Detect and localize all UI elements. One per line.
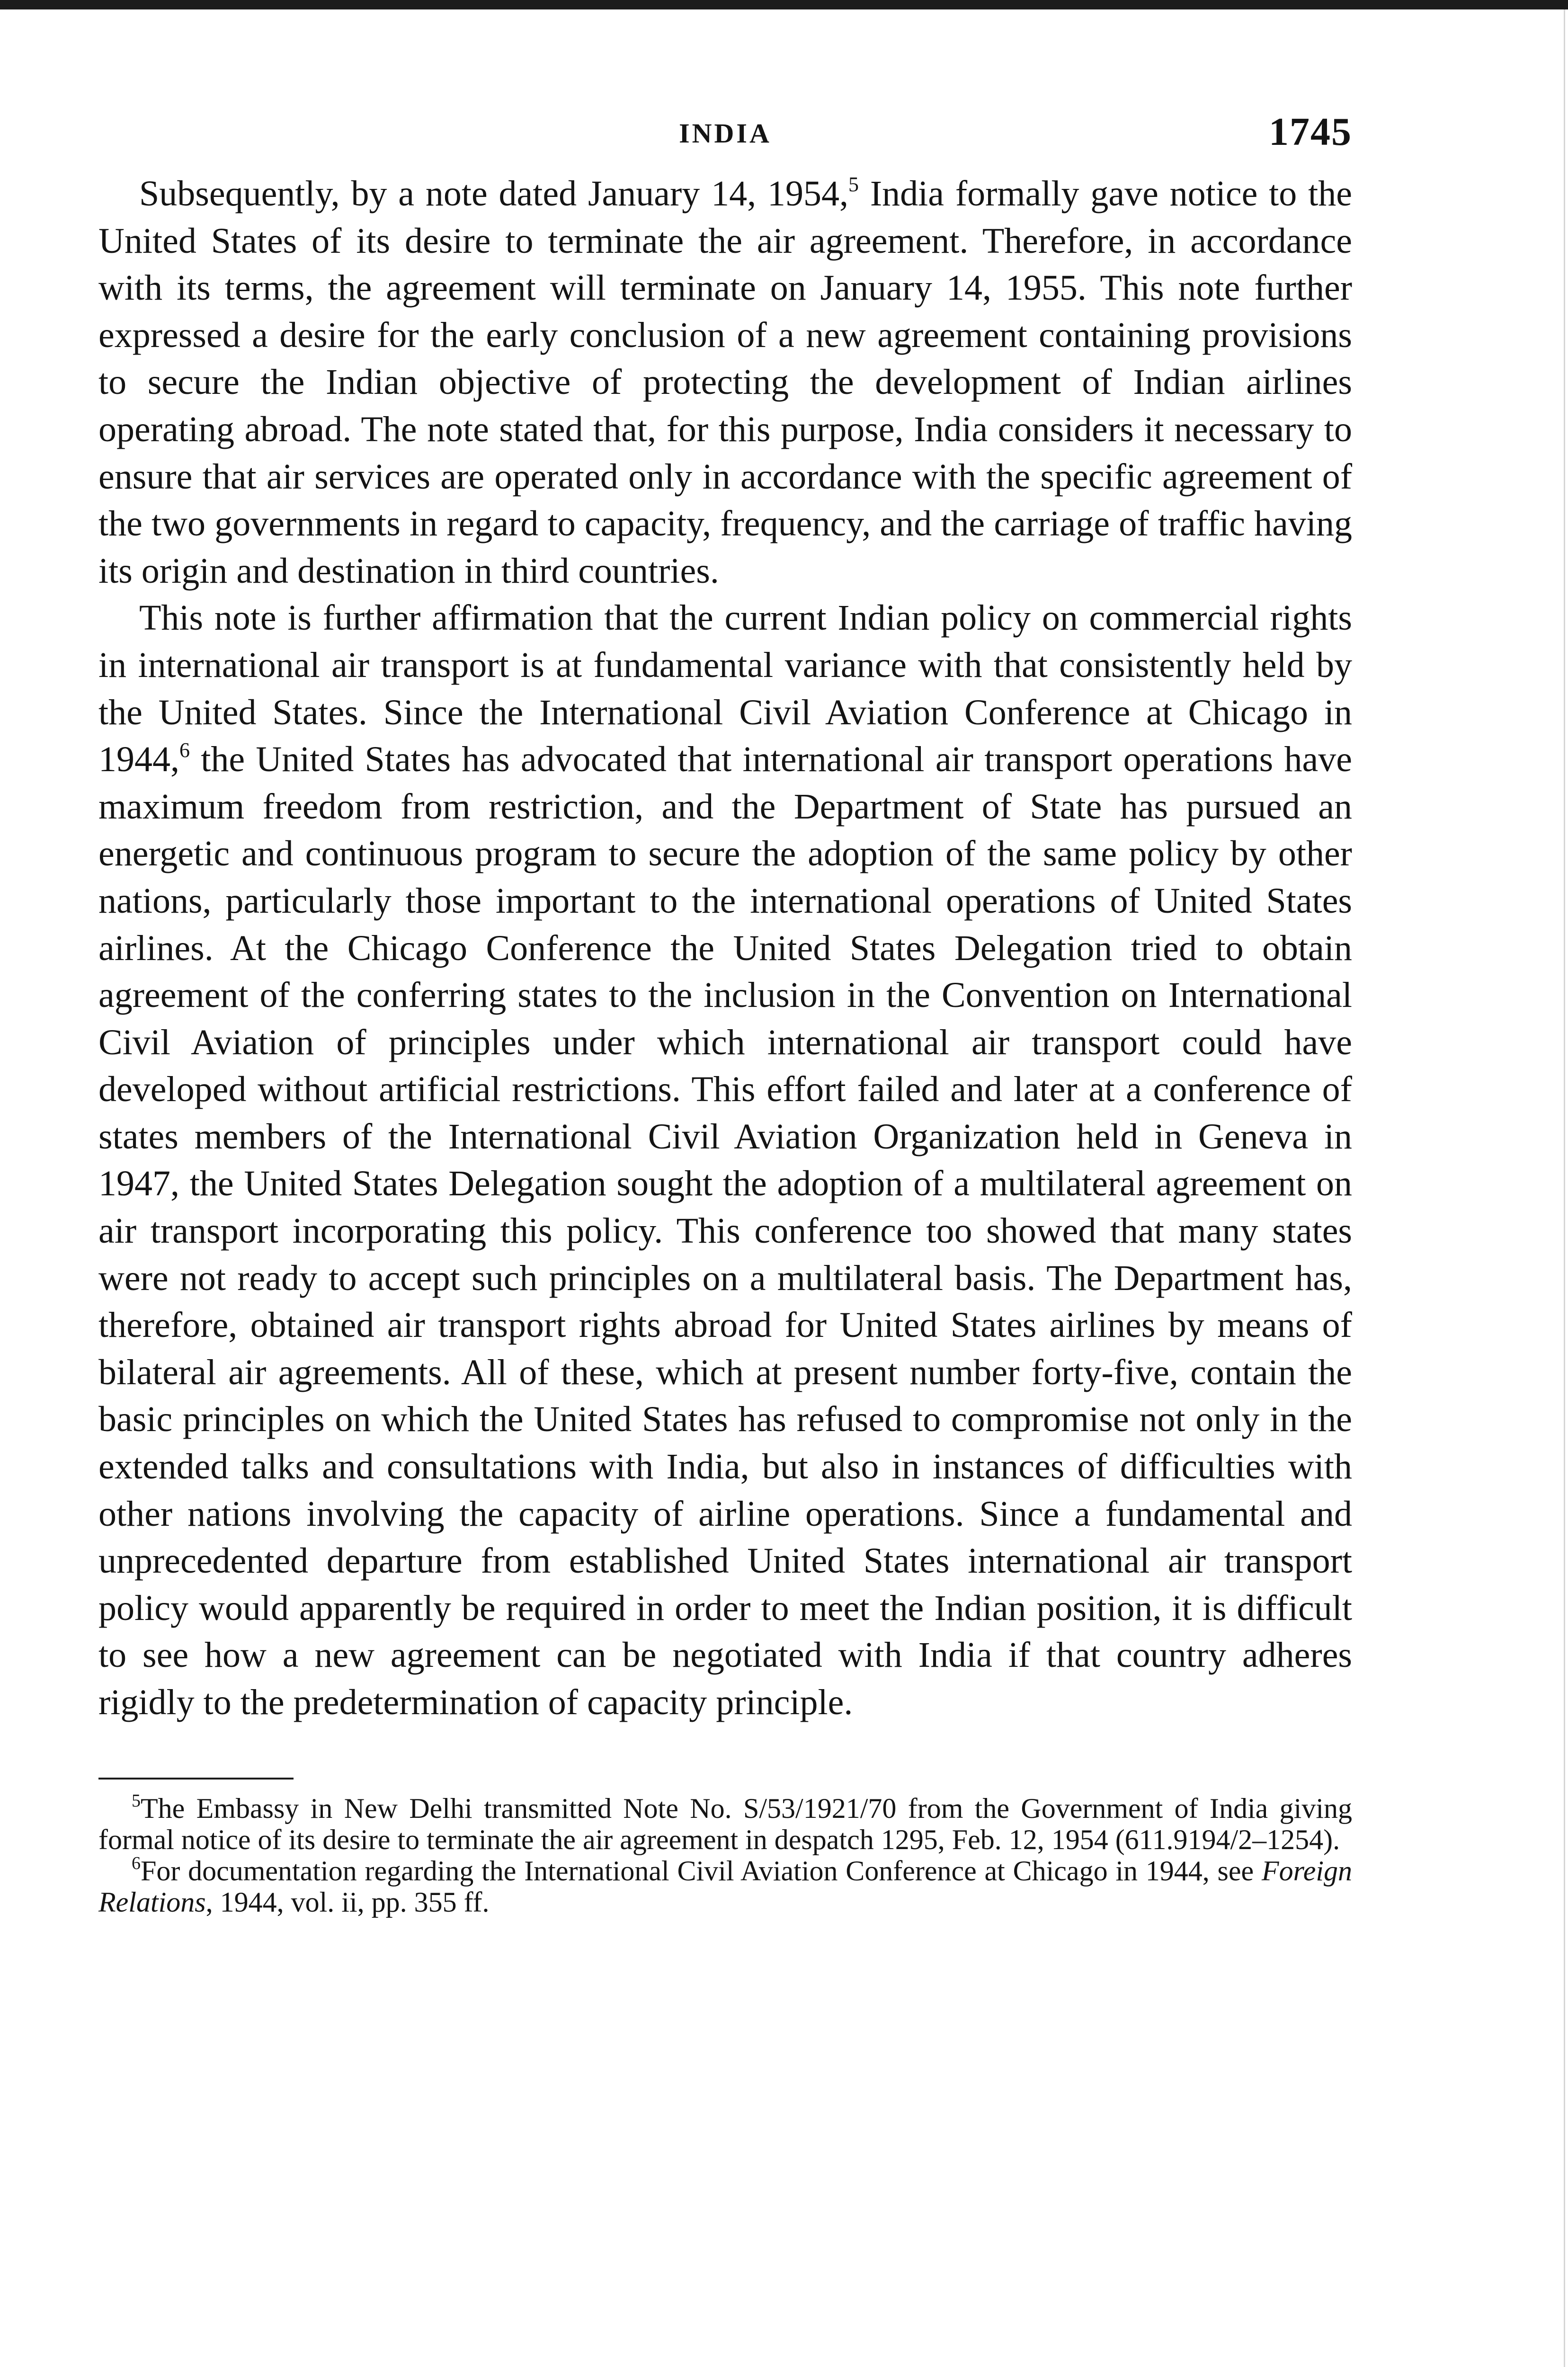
- paragraph-1-text-end: India formally gave notice to the United States of its desire to terminate the air agreement. Therefore, in accordance with its terms, the agreement will terminate on January 14, 1955. This note further expressed a desire for the early conclusion of a new agreement containing provisions to secure the Indian objective of protecting the development of Indian airlines operating abroad. The note stated that, for this purpose, India considers it necessary to ensure that air services are operated only in accordance with the specific agreement of the two governments in regard to capacity, frequency, and the carriage of traffic having its origin and destination in third countries.: [98, 174, 1352, 591]
- footnote-5: [98, 1790, 1352, 1855]
- footnote-reference-6: 6: [179, 739, 190, 762]
- footnote-5-marker: 5: [132, 1790, 141, 1811]
- footnote-6-text-start: For documentation regarding the International Civil Aviation Conference at Chicago in 1944, see: [141, 1855, 1262, 1886]
- footnote-6: [98, 1855, 1352, 1918]
- paragraph-2-text-start: This note is further affirmation that the current Indian policy on commercial rights in international air transport is at fundamental variance with that consistently held by the United States. Since the International Civil Aviation Conference at Chicago in 1944,: [98, 598, 1352, 780]
- footnote-6-marker: 6: [132, 1853, 141, 1873]
- body-paragraph-1: [98, 170, 1352, 595]
- paragraph-1-text-start: Subsequently, by a note dated January 14, 1954,: [139, 174, 848, 214]
- footnote-reference-5: 5: [848, 173, 859, 196]
- scan-edge-shadow: [1564, 9, 1565, 2367]
- footnote-6-text-end: , 1944, vol. ii, pp. 355 ff.: [205, 1886, 490, 1918]
- running-header: [98, 109, 1352, 170]
- footnote-5-text: The Embassy in New Delhi transmitted Note No. S/53/1921/70 from the Government of India giving formal notice of its desire to terminate the air agreement in despatch 1295, Feb. 12, 1954 (611.9194/2–1254).: [98, 1792, 1352, 1855]
- paragraph-2-text-end: the United States has advocated that international air transport operations have maximum freedom from restriction, and the Department of State has pursued an energetic and continuous program to secure the adoption of the same policy by other nations, particularly those important to the international operations of United States airlines. At the Chicago Conference the United States Delegation tried to obtain agreement of the conferring states to the inclusion in the Convention on International Civil Aviation of principles under which international air transport could have developed without artificial restrictions. This effort failed and later at a conference of states members of the International Civil Aviation Organization held in Geneva in 1947, the United States Delegation sought the adoption of a multilateral agreement on air transport incorporating this policy. This conference too showed that many states were not ready to accept such principles on a multilateral basis. The Department has, therefore, obtained air transport rights abroad for United States airlines by means of bilateral air agreements. All of these, which at present number forty-five, contain the basic principles on which the United States has refused to compromise not only in the extended talks and consultations with India, but also in instances of difficulties with other nations involving the capacity of airline operations. Since a fundamental and unprecedented departure from established United States international air transport policy would apparently be required in order to meet the Indian position, it is difficult to see how a new agreement can be negotiated with India if that country adheres rigidly to the predetermination of capacity principle.: [98, 739, 1352, 1722]
- page-number: 1745: [1269, 110, 1352, 154]
- footnote-separator: [98, 1778, 294, 1780]
- body-paragraph-2: [98, 595, 1352, 1726]
- running-title: INDIA: [679, 118, 772, 149]
- footnote-6-publication-title: Foreign Relations: [98, 1855, 1352, 1918]
- document-page: [98, 109, 1352, 1918]
- top-edge-rule: [0, 0, 1568, 9]
